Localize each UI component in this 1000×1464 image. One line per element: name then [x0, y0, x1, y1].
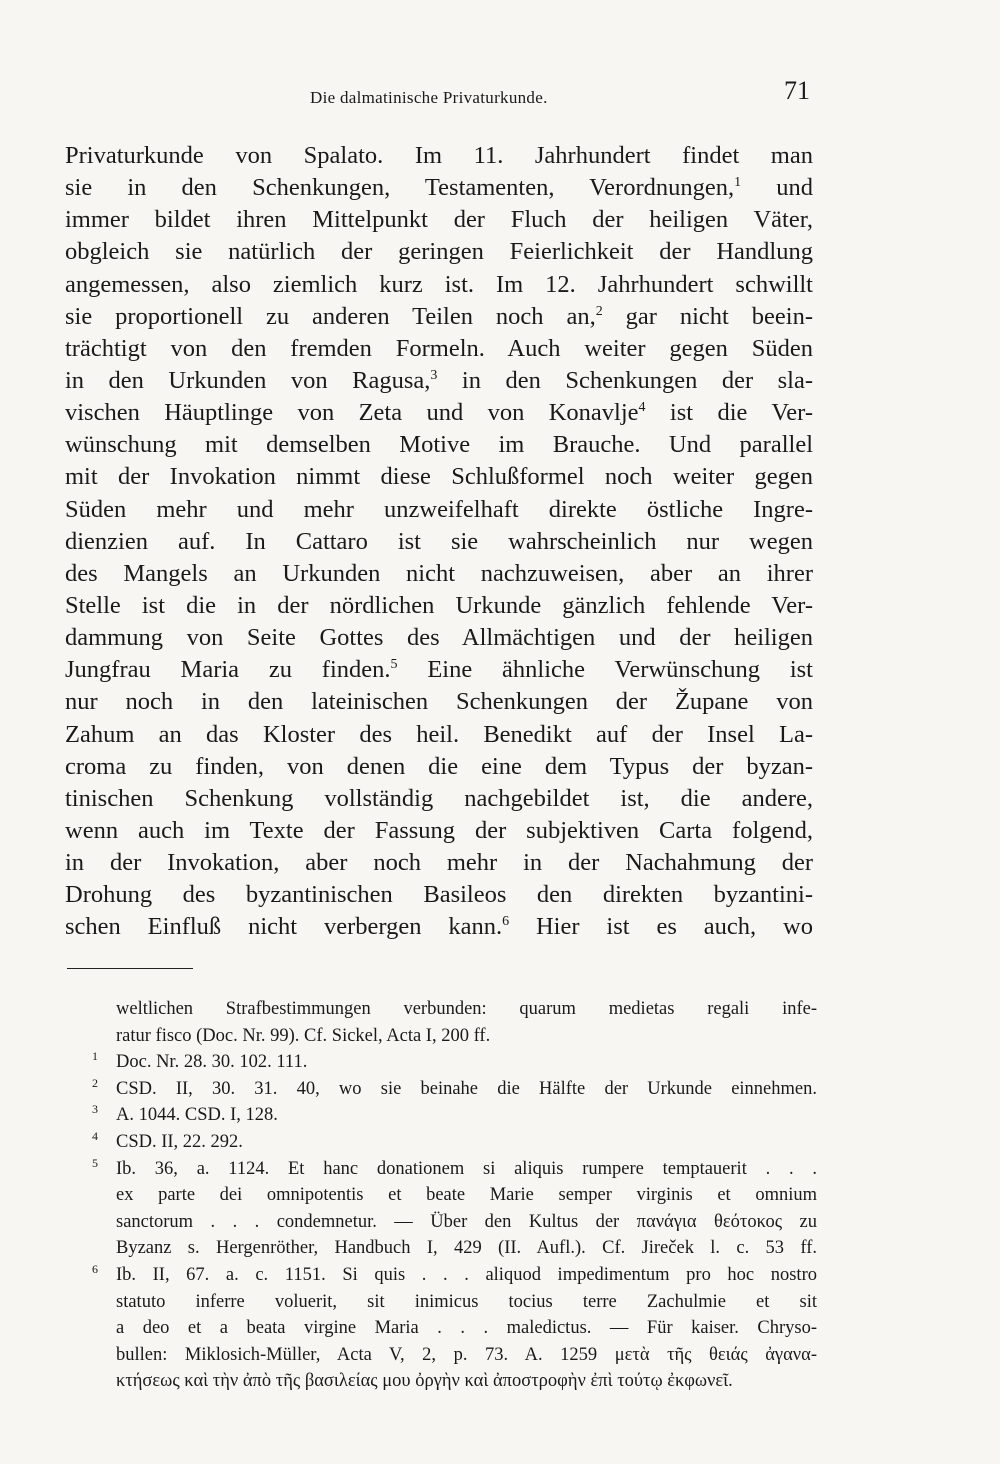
text-segment: Privaturkunde von Spalato. Im 11. Jahrhundert findet man: [65, 142, 813, 169]
footnote-text: ex parte dei omnipotentis et beate Marie semper virginis et omnium: [116, 1185, 817, 1206]
text-segment: vischen Häuptlinge von Zeta und von Konavlje: [65, 399, 639, 427]
text-segment: dienzien auf. In Cattaro ist sie wahrscheinlich nur wegen: [65, 527, 813, 555]
footnote-reference: 4: [638, 400, 646, 416]
footnote-text: sanctorum . . . condemnetur. — Über den Kultus der πανάγια θεότοκος zu: [116, 1211, 817, 1232]
text-line: [65, 879, 813, 911]
text-segment: Süden mehr und mehr unzweifelhaft direkte östliche Ingre-: [65, 495, 813, 523]
text-segment: sie proportionell zu anderen Teilen noch an,: [65, 302, 596, 330]
text-segment: des Mangels an Urkunden nicht nachzuweisen, aber an ihrer: [65, 559, 813, 587]
text-segment: immer bildet ihren Mittelpunkt der Fluch der heiligen Väter,: [65, 206, 813, 234]
footnote-reference: 3: [430, 367, 438, 383]
text-segment: Jungfrau Maria zu finden.: [65, 656, 391, 684]
footnote-line: 3 A. 1044. CSD. I, 128.: [92, 1102, 278, 1126]
footnote-text: Ib. II, 67. a. c. 1151. Si quis . . . aliquod impedimentum pro hoc nostro: [116, 1264, 817, 1285]
text-segment: Hier ist es auch, wo: [509, 913, 813, 941]
footnote-line: [92, 1023, 817, 1050]
footnote-text: bullen: Miklosich-Müller, Acta V, 2, p. 73. A. 1259 μετὰ τῆς θειάς ἀγανα-: [116, 1344, 817, 1365]
text-segment: sie in den Schenkungen, Testamenten, Verordnungen,: [65, 174, 735, 202]
text-line: [65, 365, 813, 397]
text-line: [65, 494, 813, 526]
text-line: [65, 719, 813, 751]
footnote-line: [92, 1342, 817, 1369]
text-segment: Drohung des byzantinischen Basileos den direkten byzantini-: [65, 881, 813, 909]
text-line: [65, 654, 813, 686]
footnote-text: Doc. Nr. 28. 30. 102. 111.: [116, 1052, 308, 1073]
text-line: [65, 590, 813, 622]
text-segment: in den Schenkungen der sla-: [437, 366, 813, 394]
footnote-line: 5 Ib. 36, a. 1124. Et hanc donationem si aliquis rumpere temptauerit . . .: [92, 1155, 817, 1179]
page-number: 71: [784, 76, 810, 105]
text-line: [65, 558, 813, 590]
footnote-reference: 1: [734, 175, 742, 191]
footnote-line: 4 CSD. II, 22. 292.: [92, 1128, 243, 1152]
text-segment: gar nicht beein-: [602, 302, 813, 330]
footnote-text: A. 1044. CSD. I, 128.: [116, 1105, 278, 1126]
text-segment: und: [741, 174, 814, 202]
text-line: [65, 429, 813, 461]
footnote-separator: [67, 968, 193, 969]
footnote-line: [92, 1182, 817, 1209]
footnote-text: Ib. 36, a. 1124. Et hanc donationem si aliquis rumpere temptauerit . . .: [116, 1158, 817, 1179]
footnote-text: CSD. II, 30. 31. 40, wo sie beinahe die Hälfte der Urkunde einnehmen.: [116, 1078, 817, 1099]
footnote-reference: 6: [502, 914, 510, 930]
text-segment: wenn auch im Texte der Fassung der subjektiven Carta folgend,: [65, 816, 813, 844]
text-segment: tinischen Schenkung vollständig nachgebildet ist, die andere,: [65, 784, 813, 812]
text-line: [65, 236, 813, 268]
footnote-text: Byzanz s. Hergenröther, Handbuch I, 429 (II. Aufl.). Cf. Jireček l. c. 53 ff.: [116, 1238, 817, 1259]
text-segment: obgleich sie natürlich der geringen Feierlichkeit der Handlung: [65, 238, 813, 266]
footnote-text: κτήσεως καὶ τὴν ἀπὸ τῆς βασιλείας μου ὀργὴν καὶ ἀποστροφὴν ἐπὶ τούτῳ ἐκφωνεῖ.: [116, 1371, 733, 1392]
text-segment: angemessen, also ziemlich kurz ist. Im 12. Jahrhundert schwillt: [65, 270, 813, 298]
text-line: [65, 269, 813, 301]
footnote-line: [92, 1209, 817, 1236]
footnote-line: [92, 1368, 817, 1395]
footnote-text: ratur fisco (Doc. Nr. 99). Cf. Sickel, Acta I, 200 ff.: [116, 1025, 491, 1046]
text-segment: ist die Ver-: [645, 399, 813, 427]
footnote-line: 6 Ib. II, 67. a. c. 1151. Si quis . . . aliquod impedimentum pro hoc nostro: [92, 1261, 817, 1285]
main-text: [65, 140, 813, 944]
footnote-text: statuto inferre voluerit, sit inimicus tocius terre Zachulmie et sit: [116, 1291, 817, 1312]
text-line: [65, 526, 813, 558]
footnote-text: CSD. II, 22. 292.: [116, 1131, 243, 1152]
text-line: [65, 461, 813, 493]
footnote-line: [92, 996, 817, 1023]
footnote-reference: 5: [390, 657, 398, 673]
text-line: [65, 140, 813, 172]
text-segment: croma zu finden, von denen die eine dem Typus der byzan-: [65, 752, 813, 780]
text-line: [65, 333, 813, 365]
footnote-text: weltlichen Strafbestimmungen verbunden: quarum medietas regali infe-: [116, 999, 817, 1019]
text-line: [65, 911, 813, 943]
text-segment: Eine ähnliche Verwünschung ist: [397, 656, 813, 684]
text-segment: schen Einfluß nicht verbergen kann.: [65, 913, 503, 941]
footnote-line: 1 Doc. Nr. 28. 30. 102. 111.: [92, 1049, 308, 1073]
text-line: [65, 783, 813, 815]
footnote-line: [92, 1315, 817, 1342]
text-line: [65, 397, 813, 429]
footnote-reference: 2: [595, 303, 603, 319]
footnotes: [92, 996, 817, 1395]
text-segment: in den Urkunden von Ragusa,: [65, 366, 431, 394]
text-segment: Zahum an das Kloster des heil. Benedikt auf der Insel La-: [65, 720, 813, 748]
text-line: [65, 847, 813, 879]
footnote-text: a deo et a beata virgine Maria . . . maledictus. — Für kaiser. Chryso-: [116, 1318, 817, 1339]
text-line: [65, 172, 813, 204]
text-line: [65, 815, 813, 847]
text-segment: Stelle ist die in der nördlichen Urkunde gänzlich fehlende Ver-: [65, 591, 813, 619]
text-line: [65, 686, 813, 718]
running-title: Die dalmatinische Privaturkunde.: [310, 88, 548, 107]
text-line: [65, 301, 813, 333]
text-segment: dammung von Seite Gottes des Allmächtigen und der heiligen: [65, 624, 813, 652]
footnote-line: [92, 1289, 817, 1316]
text-segment: wünschung mit demselben Motive im Brauche. Und parallel: [65, 431, 813, 459]
text-segment: trächtigt von den fremden Formeln. Auch weiter gegen Süden: [65, 334, 813, 362]
text-segment: nur noch in den lateinischen Schenkungen der Župane von: [65, 688, 813, 716]
text-line: [65, 751, 813, 783]
footnote-line: [92, 1235, 817, 1262]
footnote-line: 2 CSD. II, 30. 31. 40, wo sie beinahe die Hälfte der Urkunde einnehmen.: [92, 1075, 817, 1099]
text-line: [65, 622, 813, 654]
text-segment: in der Invokation, aber noch mehr in der Nachahmung der: [65, 849, 813, 877]
text-line: [65, 204, 813, 236]
text-segment: mit der Invokation nimmt diese Schlußformel noch weiter gegen: [65, 463, 813, 491]
